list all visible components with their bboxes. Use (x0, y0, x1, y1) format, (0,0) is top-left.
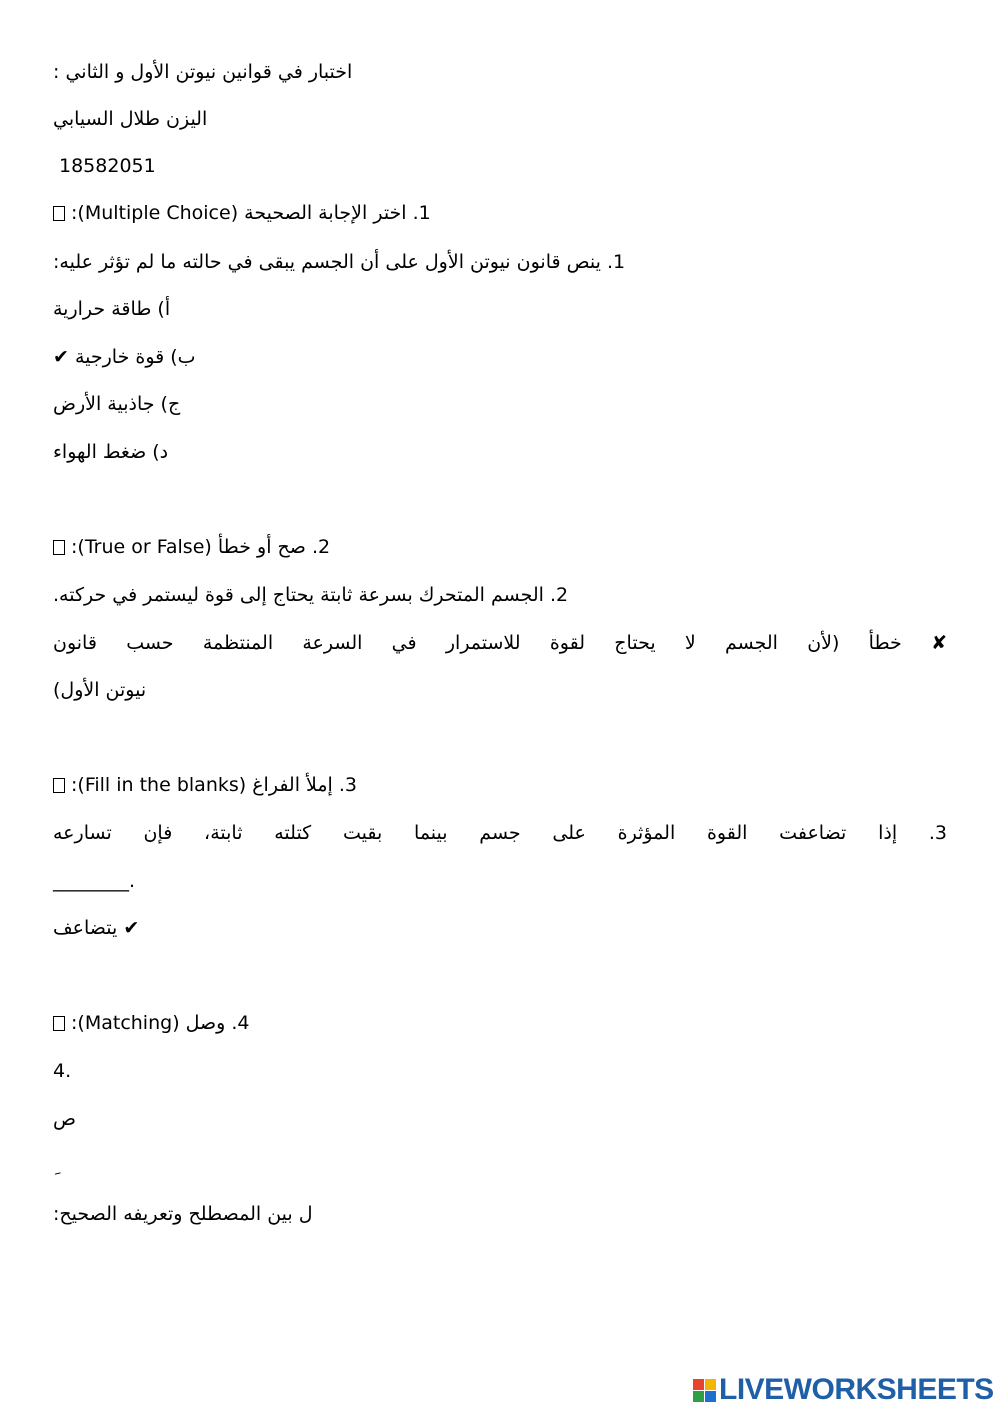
missing-glyph-icon (53, 778, 65, 793)
answer-2-line-2: نيوتن الأول) (53, 679, 147, 701)
option-c: ج) جاذبية الأرض (53, 393, 181, 415)
question-4-number: 4. (53, 1060, 72, 1082)
question-3-line-1: 3. إذا تضاعفت القوة المؤثرة على جسم بينما بقيت كتلته ثابتة، فإن تسارعه (53, 822, 947, 844)
brand-name: LIVEWORKSHEETS (719, 1373, 994, 1406)
liveworksheets-logo-icon (693, 1379, 715, 1401)
section-heading-matching: 4. وصل (Matching): (53, 1011, 947, 1035)
section-heading-fill-blanks: 3. إملأ الفراغ (Fill in the blanks): (53, 773, 947, 797)
option-b: ب) قوة خارجية ✔ (53, 346, 196, 368)
liveworksheets-brand (693, 1374, 994, 1406)
question-2: 2. الجسم المتحرك بسرعة ثابتة يحتاج إلى قوة ليستمر في حركته. (53, 584, 569, 606)
missing-glyph-icon (53, 206, 65, 221)
section-heading-multiple-choice: 1. اختر الإجابة الصحيحة (Multiple Choice): (53, 201, 947, 225)
question-4-instruction: ل بين المصطلح وتعريفه الصحيح: (53, 1203, 313, 1225)
option-a: أ) طاقة حرارية (53, 298, 171, 320)
question-3-blank: ________. (53, 870, 136, 892)
answer-3: ✔ يتضاعف (53, 917, 140, 939)
quiz-title: اختبار في قوانين نيوتن الأول و الثاني : (53, 61, 353, 83)
question-4-fragment-1: ص (53, 1108, 76, 1130)
option-d: د) ضغط الهواء (53, 441, 169, 463)
student-name: اليزن طلال السيابي (53, 108, 208, 130)
answer-2-line-1: ✘ خطأ (لأن الجسم لا يحتاج لقوة للاستمرار في السرعة المنتظمة حسب قانون (53, 632, 947, 654)
missing-glyph-icon (53, 540, 65, 555)
section-heading-true-false: 2. صح أو خطأ (True or False): (53, 535, 947, 559)
question-4-fragment-2 (53, 1154, 947, 1178)
missing-glyph-icon (53, 1016, 65, 1031)
question-1: 1. ينص قانون نيوتن الأول على أن الجسم يبقى في حالته ما لم تؤثر عليه: (53, 251, 626, 273)
student-id: 18582051 (59, 155, 156, 177)
